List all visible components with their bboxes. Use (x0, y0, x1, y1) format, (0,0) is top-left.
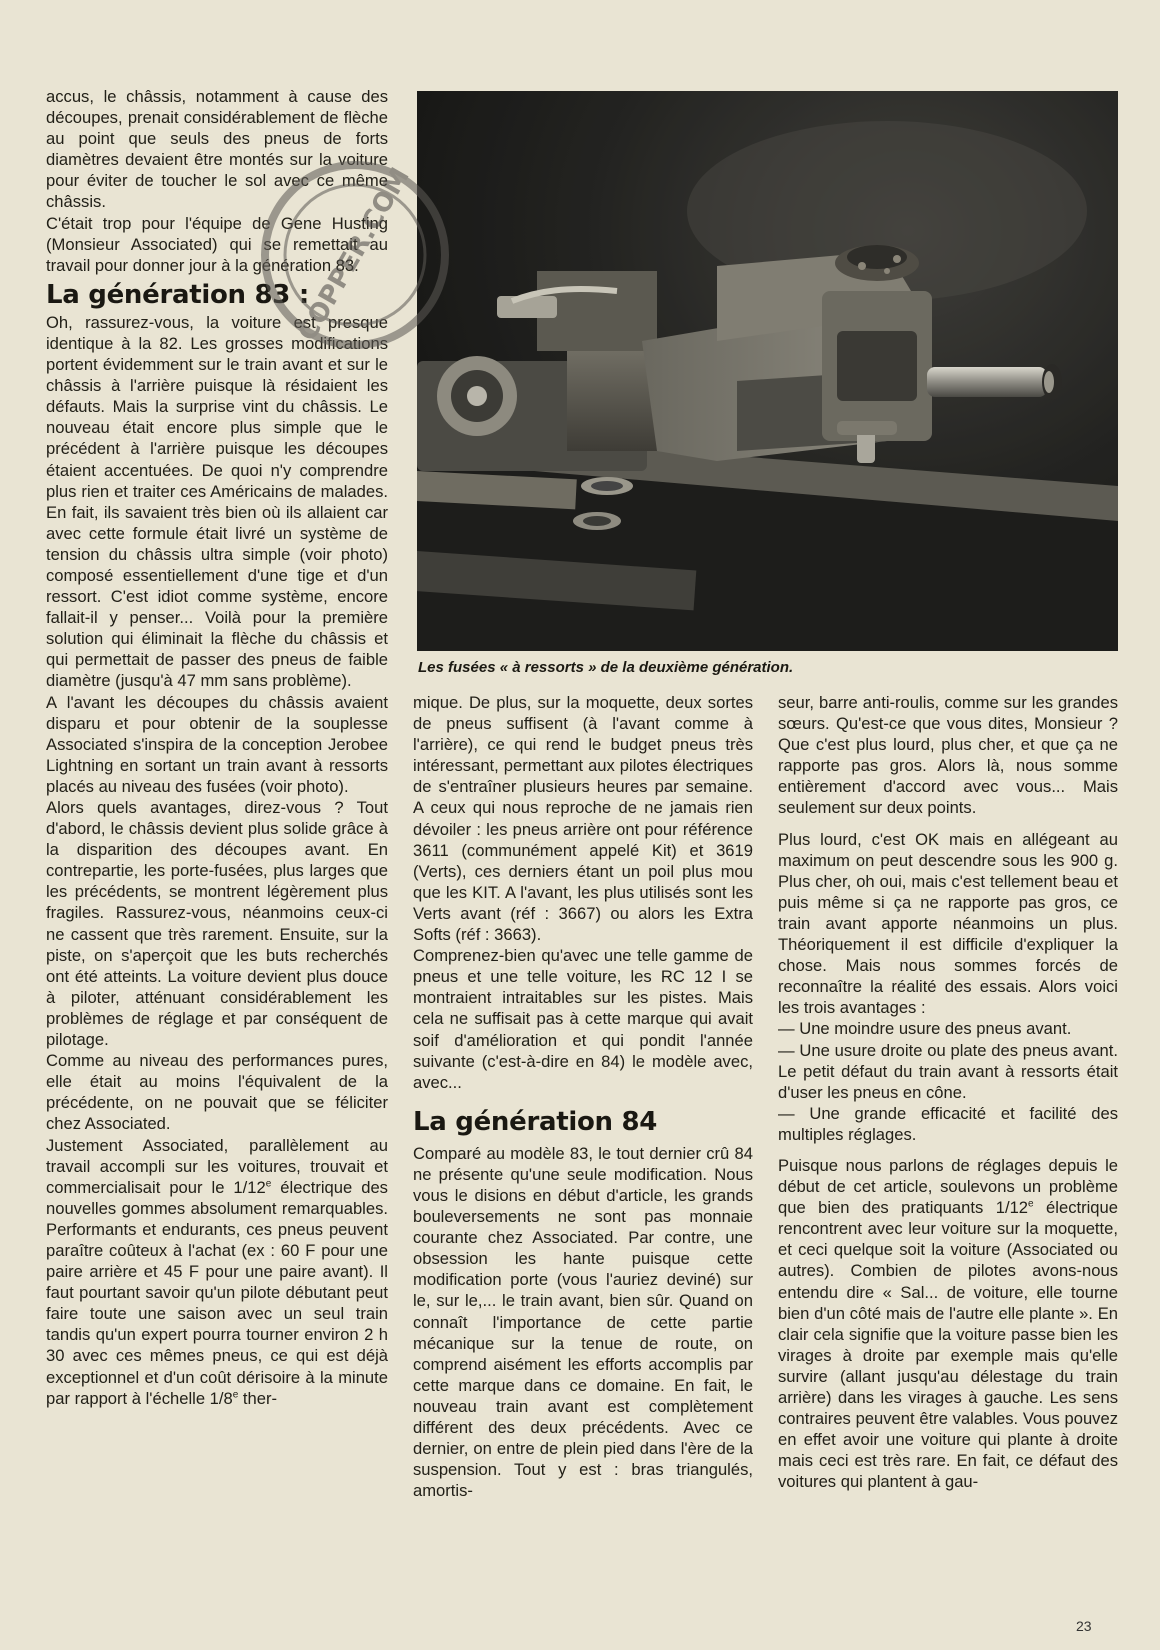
article-column-3 (778, 692, 1118, 1492)
chassis-front-suspension-photo (417, 91, 1118, 651)
section-heading-generation-84: La génération 84 (413, 1106, 658, 1137)
paragraph: seur, barre anti-roulis, comme sur les grandes sœurs. Qu'est-ce que vous dites, Monsieur ? Que c'est plus lourd, plus cher, et que ça ne rapporte pas gros. Alors là, nous somme entièrement d'accord avec vous... Mais seulement sur deux points. (778, 693, 1118, 818)
paragraph: Oh, rassurez-vous, la voiture est presque identique à la 82. Les grosses modifications portent évidemment sur le train avant et sur le châssis à l'arrière puisque là résidaient les défauts. Mais la surprise vint du châssis. Le nouveau était encore plus simple que le précédent à l'arrière puisque les découpes étaient accentuées. De quoi n'y comprendre plus rien et traiter ces Américains de malades. En fait, ils savaient très bien où ils allaient car avec cette formule était livré un système de tension du châssis ultra simple (voir photo) composé essentiellement d'une tige et d'un ressort. C'est idiot comme système, encore fallait-il y penser... Voilà pour la première solution qui éliminait la flèche du châssis et qui permettait de passer des pneus de faible diamètre (jusqu'à 47 mm sans problème). (46, 312, 388, 691)
svg-text:COPPER.COM: COPPER.COM (292, 162, 416, 347)
list-item: — Une usure droite ou plate des pneus avant. Le petit défaut du train avant à ressorts était d'user les pneus en cône. (778, 1040, 1118, 1102)
list-item: — Une moindre usure des pneus avant. (778, 1019, 1072, 1039)
list-item: — Une grande efficacité et facilité des multiples réglages. (778, 1103, 1118, 1144)
paragraph: Puisque nous parlons de réglages depuis le début de cet article, soulevons un problème que bien des pratiquants 1/12e électrique rencontrent avec leur voiture sur la moquette, et ceci quelque soit la voiture (Associated ou autres). Combien de pilotes avons-nous entendu dire « Sal... de voiture, elle tourne bien d'un côté mais de l'autre elle plante ». En clair cela signifie que la voiture passe bien les virages à droite par exemple mais qu'elle survire (allant jusqu'au délestage du train arrière) dans les virages à gauche. Les sens contraires peuvent être valables. Vous pouvez en effet avoir une voiture qui plante à droite mais ceci est très rare. En fait, ce défaut des voitures qui plantent à gau- (778, 1155, 1118, 1492)
paragraph: C'était trop pour l'équipe de Gene Husting (Monsieur Associated) qui se remettait au travail pour donner jour à la génération 83. (46, 213, 388, 275)
paragraph: Alors quels avantages, direz-vous ? Tout d'abord, le châssis devient plus solide grâce à la disparition des découpes avant. En contrepartie, les porte-fusées, plus larges que les précédents, se montrent légèrement plus fragiles. Rassurez-vous, néanmoins ceux-ci ne cassent que très rarement. Ensuite, sur la piste, on s'aperçoit que les buts recherchés ont été atteints. La voiture devient plus douce à piloter, atténuant considérablement les problèmes de réglage et par conséquent de pilotage. (46, 798, 388, 1050)
paragraph: accus, le châssis, notamment à cause des découpes, prenait considérablement de flèche au point que seuls des pneus de forts diamètres devaient être montés sur la voiture pour éviter de toucher le sol avec ce même châssis. (46, 87, 388, 212)
paragraph: Plus lourd, c'est OK mais en allégeant au maximum on peut descendre sous les 900 g. Plus cher, oh oui, mais c'est tellement beau et puis même si ça ne rapporte pas gros, ce train avant apporte néanmoins un plus. Théoriquement il est difficile d'expliquer la chose. Mais nous sommes forcés de reconnaître la réalité des essais. Alors voici les trois avantages : (778, 829, 1118, 1018)
article-column-1 (46, 86, 388, 1409)
paragraph: Comparé au modèle 83, le tout dernier crû 84 ne présente qu'une seule modification. Nous vous le disions en début d'article, les grands bouleversements ne sont pas monnaie courante chez Associated. Par contre, une obsession les hante puisque cette modification porte (vous l'auriez deviné) sur le, sur le,... le train avant, bien sûr. Quand on connaît l'importance de cette partie mécanique sur la tenue de route, on comprend aisément les efforts accomplis par cette marque dans ce domaine. En fait, le nouveau train avant est complètement différent des deux précédents. Avec ce dernier, on entre de plein pied dans l'ère de la suspension. Tout y est : bras triangulés, amortis- (413, 1143, 753, 1501)
article-column-2 (413, 692, 753, 1501)
page-number: 23 (1076, 1618, 1092, 1634)
photo-caption: Les fusées « à ressorts » de la deuxième génération. (418, 659, 794, 676)
paragraph: mique. De plus, sur la moquette, deux sortes de pneus suffisent (à l'avant comme à l'arrière), ce qui rend le budget pneus très intéressant, permettant aux pilotes électriques de s'entraîner plusieurs heures par semaine. A ceux qui nous reproche de ne jamais rien dévoiler : les pneus arrière ont pour référence 3611 (communément appelé Kit) et 3619 (Verts), ces derniers étant un poil plus mou que les KIT. A l'avant, les plus utilisés sont les Verts avant (réf : 3667) ou alors les Extra Softs (réf : 3663). (413, 693, 753, 945)
section-heading-generation-83: La génération 83 : (46, 279, 309, 310)
paragraph: Comme au niveau des performances pures, elle était au moins l'équivalent de la précédente, on ne pouvait que se féliciter chez Associated. (46, 1051, 388, 1134)
paragraph: Justement Associated, parallèlement au travail accompli sur les voitures, trouvait et commercialisait pour le 1/12e électrique des nouvelles gommes absolument remarquables. Performants et endurants, ces pneus peuvent paraître coûteux à l'achat (ex : 60 F pour une paire arrière et 45 F pour une paire avant). Il faut pourtant savoir qu'un pilote débutant peut faire toute une saison avec un seul train tandis qu'un expert pourra tourner environ 2 h 30 avec ces mêmes pneus, ce qui est déjà exceptionnel et d'un coût dérisoire à la minute par rapport à l'échelle 1/8e ther- (46, 1135, 388, 1408)
paragraph: Comprenez-bien qu'avec une telle gamme de pneus et une telle voiture, les RC 12 I se montraient intraitables sur les pistes. Mais cela ne suffisait pas à cette marque qui avait soif d'amélioration et qui pondit l'année suivante (c'est-à-dire en 84) le modèle avec, avec... (413, 946, 753, 1092)
paragraph: A l'avant les découpes du châssis avaient disparu et pour obtenir de la souplesse Associated s'inspira de la conception Jerobee Lightning en sortant un train avant à ressorts placés au niveau des fusées (voir photo). (46, 692, 388, 796)
